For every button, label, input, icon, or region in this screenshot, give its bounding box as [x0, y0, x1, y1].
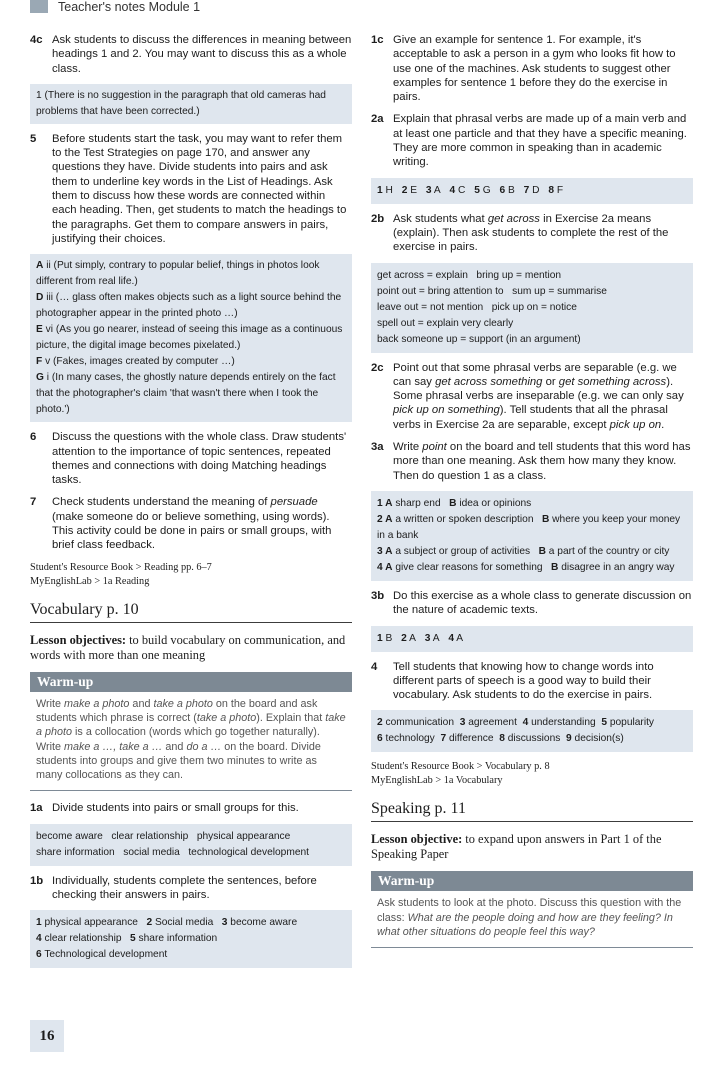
- italic-phrase: get something across: [558, 375, 667, 388]
- item-number: 6: [30, 431, 37, 444]
- answer-text: vi (As you go nearer, instead of seeing this image as a continuous picture, the digital image becomes pixelated.): [36, 324, 343, 352]
- answer-number: 2: [146, 917, 153, 929]
- item-number: 2a: [371, 113, 384, 126]
- answer-pair: [425, 633, 443, 644]
- warmup-panel: [371, 871, 693, 948]
- text-part: Write: [36, 697, 64, 710]
- answer-row: [36, 322, 346, 354]
- answer-text: 1 (There is no suggestion in the paragraph that old cameras had problems that have been corrected.): [36, 89, 326, 117]
- item-3a: [371, 440, 693, 483]
- definition: sum up = summarise: [512, 285, 607, 297]
- definition: bring up = mention: [476, 269, 562, 281]
- text-part: (make someone do or believe something, using words). This activity could be done in pairs or small groups, with brief class feedback.: [52, 510, 332, 552]
- answer-text: difference: [446, 733, 494, 745]
- item-number: 4: [371, 660, 378, 673]
- answer-letter: A: [432, 632, 440, 644]
- text-part: Ask students what: [393, 212, 488, 225]
- answer-number: 5: [130, 933, 136, 945]
- italic-phrase: make a photo: [64, 697, 130, 710]
- answer-text: share information: [135, 933, 218, 945]
- text-part: ). Tell students that all the phrasal verbs in Exercise 2a are separable, except: [393, 404, 668, 431]
- answer-text: a written or spoken description: [392, 513, 534, 525]
- answer-key: 1 A: [377, 497, 393, 509]
- answer-box-1a: [30, 824, 352, 866]
- item-number: 1a: [30, 802, 43, 815]
- answer-number: 2: [401, 184, 408, 196]
- answer-number: 8: [548, 184, 555, 196]
- item-5: [30, 132, 352, 246]
- item-text: Explain that phrasal verbs are made up of a main verb and at least one particle and that they have a specific meaning. They are more common in speaking than in academic writing.: [393, 113, 687, 169]
- answer-letter: A: [409, 632, 416, 644]
- running-header: [0, 0, 705, 22]
- item-7: [30, 495, 352, 552]
- item-text: Tell students that knowing how to change words into different parts of speech is a good way to build their vocabulary. Ask students to do the exercise in pairs.: [393, 660, 654, 702]
- answer-box-2a: [371, 178, 693, 204]
- definition: leave out = not mention: [377, 301, 484, 313]
- answer-key: F: [36, 356, 43, 368]
- answer-row: [36, 370, 346, 418]
- answer-key: B: [449, 497, 457, 509]
- text-part: Ask students to look at the photo. Discuss this question with the class:: [377, 897, 682, 924]
- answer-pair: [448, 633, 466, 644]
- text-part: and: [129, 697, 154, 710]
- italic-word: point: [422, 441, 447, 454]
- answer-number: 4: [448, 632, 455, 644]
- answer-pair: [524, 185, 543, 196]
- objectives-text: to build vocabulary on communication, and words with more than one meaning: [30, 632, 346, 662]
- answer-box-1b: [30, 910, 352, 968]
- answer-text: understanding: [528, 717, 596, 729]
- item-number: 2b: [371, 212, 385, 225]
- answer-text: iii (… glass often makes objects such as a light source behind the photographer appear in the printed photo …): [36, 292, 342, 320]
- collocation: technological development: [188, 846, 309, 858]
- answer-key: B: [551, 561, 559, 573]
- answer-text: communication: [382, 717, 455, 729]
- item-number: 1b: [30, 874, 44, 887]
- answer-text: a subject or group of activities: [392, 545, 531, 557]
- answer-box-3a: [371, 491, 693, 581]
- text-part: Check students understand the meaning of: [52, 496, 271, 509]
- answer-pair: [499, 185, 517, 196]
- answer-number: 3: [221, 917, 228, 929]
- resource-ref: MyEnglishLab > 1a Reading: [30, 575, 150, 587]
- text-part: in Exercise 2a means (explain). Then ask students to complete the rest of the exercise in pairs.: [393, 212, 669, 254]
- item-2c: [371, 361, 693, 432]
- answer-text: physical appearance: [41, 917, 138, 929]
- italic-phrase: take a photo: [153, 697, 213, 710]
- answer-number: 6: [36, 949, 42, 961]
- resource-ref: MyEnglishLab > 1a Vocabulary: [371, 775, 503, 787]
- item-text: Individually, students complete the sentences, before checking their answers in pairs.: [52, 874, 317, 902]
- page-number: 16: [30, 1020, 64, 1052]
- italic-phrase: pick up on: [609, 418, 662, 431]
- answer-pair: [474, 185, 493, 196]
- answer-text: where you keep your money in a bank: [377, 513, 681, 541]
- italic-phrase: take a photo: [36, 711, 346, 739]
- definition: back someone up = support (in an argument): [377, 333, 581, 345]
- text-part: or: [542, 375, 559, 388]
- answer-text: agreement: [465, 717, 517, 729]
- item-4c: [30, 33, 352, 76]
- text-part: on the board and ask students which phrase is correct (: [36, 697, 318, 724]
- answer-box-4c: [30, 84, 352, 124]
- item-text: [52, 495, 352, 552]
- item-number: 1c: [371, 34, 384, 46]
- answer-text: become aware: [227, 917, 298, 929]
- collocation: become aware: [36, 830, 103, 842]
- answer-pair: [449, 185, 468, 196]
- answer-row: [36, 354, 346, 370]
- answer-key: B: [541, 513, 550, 525]
- answer-number: 1: [36, 917, 42, 929]
- answer-number: 4: [522, 717, 529, 729]
- item-text: [393, 440, 693, 483]
- answer-letter: C: [457, 184, 466, 196]
- lesson-objective: [371, 832, 693, 862]
- item-text: Do this exercise as a whole class to generate discussion on the nature of academic texts.: [393, 589, 692, 617]
- warmup-body: [371, 891, 693, 947]
- text-part: on the board and tell students that this word has more than one meaning. Ask them how many they know. Then do question 1 as a class.: [393, 441, 691, 482]
- answer-letter: D: [532, 184, 540, 196]
- italic-phrase: get across something: [435, 375, 543, 388]
- answer-key: 2 A: [377, 513, 393, 525]
- objectives-label: Lesson objectives:: [30, 632, 127, 647]
- answer-key: A: [36, 260, 44, 272]
- answer-letter: F: [556, 184, 564, 196]
- item-number: 3b: [371, 589, 385, 602]
- collocation: share information: [36, 846, 115, 858]
- answer-letter: A: [433, 184, 441, 196]
- answer-pair: [402, 185, 420, 196]
- answer-box-3b: [371, 626, 693, 652]
- answer-number: 8: [499, 733, 505, 745]
- warmup-title: Warm-up: [371, 871, 693, 891]
- answer-text: clear relationship: [41, 933, 122, 945]
- right-column: [371, 33, 693, 958]
- item-number: 7: [30, 496, 37, 509]
- answer-key: B: [538, 545, 546, 557]
- warmup-title: Warm-up: [30, 672, 352, 692]
- answer-pair: [377, 185, 396, 196]
- answer-number: 5: [474, 184, 480, 196]
- answer-key: E: [36, 324, 43, 336]
- warmup-body: [30, 692, 352, 791]
- answer-box-5: [30, 254, 352, 422]
- answer-number: 4: [36, 933, 42, 945]
- italic-phrase: pick up on something: [393, 404, 500, 417]
- answer-key: 4 A: [377, 561, 393, 573]
- text-part: Point out that some phrasal verbs are separable (e.g. we can say: [393, 361, 677, 388]
- answer-number: 7: [523, 184, 530, 196]
- answer-text: decision(s): [571, 733, 624, 745]
- answer-number: 3: [424, 632, 431, 644]
- answer-text: technology: [382, 733, 435, 745]
- answer-number: 6: [499, 184, 506, 196]
- answer-pair: [426, 185, 444, 196]
- item-text: Divide students into pairs or small groups for this.: [52, 802, 299, 815]
- answer-text: v (Fakes, images created by computer …): [42, 356, 235, 368]
- answer-pair: [401, 633, 419, 644]
- text-part: ). Some phrasal verbs are inseparable (e.g. we can only say: [393, 375, 684, 403]
- item-6: [30, 430, 352, 487]
- item-text: Discuss the questions with the whole class. Draw students' attention to the importance of topic sentences, repeated themes and connections with doing Matching headings tasks.: [52, 431, 347, 487]
- text-part: Write: [393, 441, 423, 454]
- item-1b: [30, 874, 352, 903]
- answer-number: 2: [401, 632, 407, 644]
- item-2a: [371, 112, 693, 169]
- answer-text: Technological development: [41, 949, 168, 961]
- text-part: is a collocation (words which go together naturally). Write: [36, 726, 320, 753]
- header-title: Teacher's notes Module 1: [58, 0, 201, 14]
- answer-text: popularity: [607, 717, 655, 729]
- answer-key: G: [36, 372, 44, 384]
- answer-letter: B: [508, 184, 515, 196]
- answer-box-2b: [371, 263, 693, 353]
- resource-ref: Student's Resource Book > Reading pp. 6–7: [30, 561, 212, 573]
- definition: spell out = explain very clearly: [377, 317, 514, 329]
- item-text: Give an example for sentence 1. For example, it's acceptable to ask a person in a gym who looks fit how to use one of the machines. Ask students to suggest other examples for sentence 1 before they do the exercise in pairs.: [393, 34, 676, 104]
- italic-phrase: take a photo: [196, 711, 257, 724]
- answer-number: 6: [377, 733, 383, 745]
- answer-text: idea or opinions: [456, 497, 532, 509]
- answer-letter: A: [456, 632, 464, 644]
- answer-row: [36, 290, 346, 322]
- item-number: 2c: [371, 361, 384, 374]
- collocation: physical appearance: [196, 830, 291, 842]
- text-part: ). Explain that: [256, 711, 326, 724]
- answer-text: a part of the country or city: [545, 545, 670, 557]
- answer-number: 3: [425, 184, 432, 196]
- text-part: and: [162, 740, 187, 753]
- objective-label: Lesson objective:: [371, 832, 463, 847]
- text-part: on the board. Divide students into groups and give them two minutes to write as many collocations as they can.: [36, 740, 321, 782]
- collocation: clear relationship: [111, 830, 189, 842]
- section-title-speaking: Speaking p. 11: [371, 800, 693, 822]
- item-number: 4c: [30, 34, 43, 46]
- answer-key: D: [36, 292, 44, 304]
- answer-key: 3 A: [377, 545, 393, 557]
- answer-number: 7: [440, 733, 447, 745]
- item-text: [393, 212, 693, 255]
- item-2b: [371, 212, 693, 255]
- definition: point out = bring attention to: [377, 285, 504, 297]
- answer-number: 9: [566, 733, 572, 745]
- item-1c: [371, 33, 693, 104]
- answer-number: 1: [377, 184, 383, 196]
- answer-pair: [377, 633, 395, 644]
- italic-phrase: get across: [487, 212, 540, 225]
- answer-number: 5: [601, 717, 607, 729]
- definition: pick up on = notice: [491, 301, 577, 313]
- answer-letter: B: [385, 632, 393, 644]
- answer-number: 1: [377, 632, 383, 644]
- italic-word: persuade: [270, 496, 318, 509]
- answer-number: 2: [377, 717, 383, 729]
- answer-number: 3: [459, 717, 466, 729]
- header-color-block: [30, 0, 48, 13]
- item-4: [371, 660, 693, 703]
- italic-question: What are the people doing and how are they feeling? In what other situations do people feel this way?: [377, 911, 673, 939]
- answer-number: 4: [449, 184, 456, 196]
- text-part: .: [661, 418, 665, 431]
- answer-text: disagree in an angry way: [558, 561, 675, 573]
- collocation: social media: [123, 846, 180, 858]
- definition: get across = explain: [377, 269, 468, 281]
- answer-pair: [548, 185, 566, 196]
- italic-phrase: make a …, take a …: [64, 740, 163, 753]
- warmup-panel: [30, 672, 352, 792]
- answer-text: ii (Put simply, contrary to popular belief, things in photos look different from real life.): [36, 260, 320, 288]
- italic-phrase: do a …: [186, 740, 222, 753]
- answer-text: give clear reasons for something: [392, 561, 543, 573]
- answer-row: [36, 258, 346, 290]
- answer-text: sharp end: [392, 497, 441, 509]
- item-number: 5: [30, 132, 37, 145]
- answer-letter: E: [410, 184, 418, 196]
- lesson-objectives: [30, 633, 352, 663]
- answer-letter: H: [385, 184, 393, 196]
- left-column: [30, 33, 352, 976]
- answer-text: Social media: [152, 917, 214, 929]
- item-text: [393, 361, 693, 432]
- item-text: Before students start the task, you may want to refer them to the Test Strategies on page 170, and answer any questions they have. Divide students into pairs and ask them to underline key words in the List of Headings. Ask them to discuss how these words are connected within each heading. Then, get students to match the headings to the paragraphs. Get them to compare answers in pairs, justifying their choices.: [52, 132, 347, 245]
- section-title-vocabulary: Vocabulary p. 10: [30, 601, 352, 623]
- resource-ref: Student's Resource Book > Vocabulary p. 8: [371, 761, 550, 773]
- answer-text: discussions: [504, 733, 561, 745]
- item-number: 3a: [371, 441, 384, 454]
- item-3b: [371, 589, 693, 618]
- answer-letter: G: [482, 184, 491, 196]
- answer-box-4: [371, 710, 693, 752]
- answer-text: i (In many cases, the ghostly nature depends entirely on the fact that the photographer's claim 'that wasn't there when I took the photo.'): [36, 372, 336, 416]
- objective-text: to expand upon answers in Part 1 of the Speaking Paper: [371, 832, 662, 862]
- item-1a: [30, 801, 352, 815]
- item-text: Ask students to discuss the differences in meaning between headings 1 and 2. You may want to discuss this as a whole class.: [52, 34, 352, 75]
